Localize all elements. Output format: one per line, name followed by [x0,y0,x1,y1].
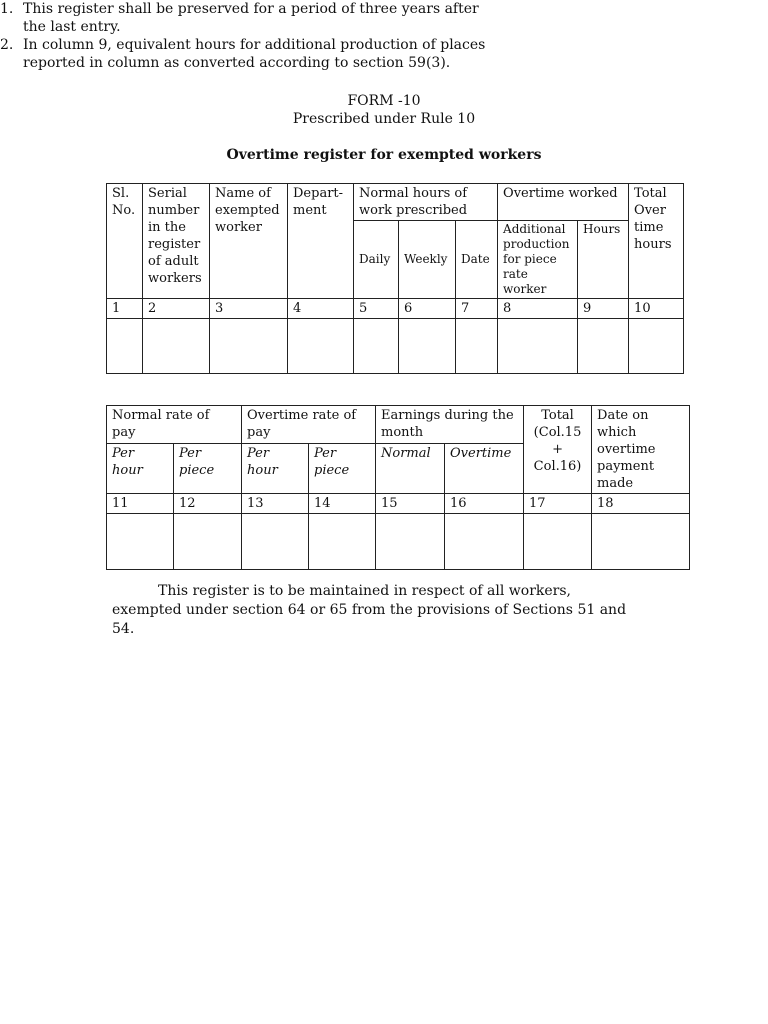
header-earnings-overtime: Overtime [445,444,524,494]
column-number: 4 [288,299,354,319]
column-number: 14 [309,494,376,514]
column-number: 5 [354,299,399,319]
column-number: 9 [578,299,629,319]
column-number: 11 [107,494,174,514]
column-number: 6 [399,299,456,319]
header-department: Depart- ment [288,184,354,299]
note-number: 2. [0,37,14,53]
header-overtime-rate: Overtime rate of pay [242,406,376,444]
header-overtime-worked: Overtime worked [498,184,629,221]
column-number: 7 [456,299,498,319]
header-payment-date: Date on which overtime payment made [592,406,690,494]
note-number: 1. [0,1,14,17]
column-number: 1 [107,299,143,319]
empty-entry-cell [143,319,210,374]
header-additional-production: Additional production for piece rate worker [498,221,578,299]
header-weekly: Weekly [399,221,456,299]
empty-entry-cell [524,514,592,570]
empty-entry-cell [629,319,684,374]
empty-entry-cell [592,514,690,570]
notes-list [0,0,500,72]
empty-entry-cell [174,514,242,570]
header-normal-per-hour: Per hour [107,444,174,494]
empty-entry-cell [354,319,399,374]
column-number: 17 [524,494,592,514]
header-daily: Daily [354,221,399,299]
document-title: Overtime register for exempted workers [226,147,542,163]
empty-entry-cell [242,514,309,570]
empty-entry-cell [210,319,288,374]
empty-entry-cell [578,319,629,374]
note-text: This register shall be preserved for a period of three years after the last entry. [23,1,479,35]
header-earnings: Earnings during the month [376,406,524,444]
column-number: 18 [592,494,690,514]
note-item [0,36,500,72]
column-number: 15 [376,494,445,514]
header-hours: Hours [578,221,629,299]
empty-entry-cell [309,514,376,570]
header-sl-no: Sl. No. [107,184,143,299]
header-date: Date [456,221,498,299]
rule-reference: Prescribed under Rule 10 [292,111,476,127]
empty-entry-cell [107,319,143,374]
header-worker-name: Name of exempted worker [210,184,288,299]
empty-entry-cell [399,319,456,374]
form-number: FORM -10 [347,93,421,109]
column-number: 2 [143,299,210,319]
header-total-overtime: Total Over time hours [629,184,684,299]
empty-entry-cell [376,514,445,570]
intro-text: This register is to be maintained in respect of all workers, exempted under section 64 or 65 from the provisions of Sections 51 and 54. [112,583,627,637]
header-total-columns: Total (Col.15 + Col.16) [524,406,592,494]
column-number: 8 [498,299,578,319]
header-overtime-per-hour: Per hour [242,444,309,494]
empty-entry-cell [498,319,578,374]
empty-entry-cell [456,319,498,374]
empty-entry-cell [288,319,354,374]
empty-entry-cell [107,514,174,570]
header-earnings-normal: Normal [376,444,445,494]
overtime-hours-table [106,183,684,374]
overtime-earnings-table [106,405,690,570]
column-number: 3 [210,299,288,319]
header-normal-per-piece: Per piece [174,444,242,494]
header-serial-number: Serial number in the register of adult workers [143,184,210,299]
column-number: 10 [629,299,684,319]
header-normal-rate: Normal rate of pay [107,406,242,444]
empty-entry-cell [445,514,524,570]
column-number: 16 [445,494,524,514]
header-normal-hours: Normal hours of work prescribed [354,184,498,221]
column-number: 12 [174,494,242,514]
header-overtime-per-piece: Per piece [309,444,376,494]
column-number: 13 [242,494,309,514]
note-item [0,0,500,36]
intro-paragraph [112,582,632,639]
note-text: In column 9, equivalent hours for additional production of places reported in column as converted according to section 59(3). [23,37,486,71]
